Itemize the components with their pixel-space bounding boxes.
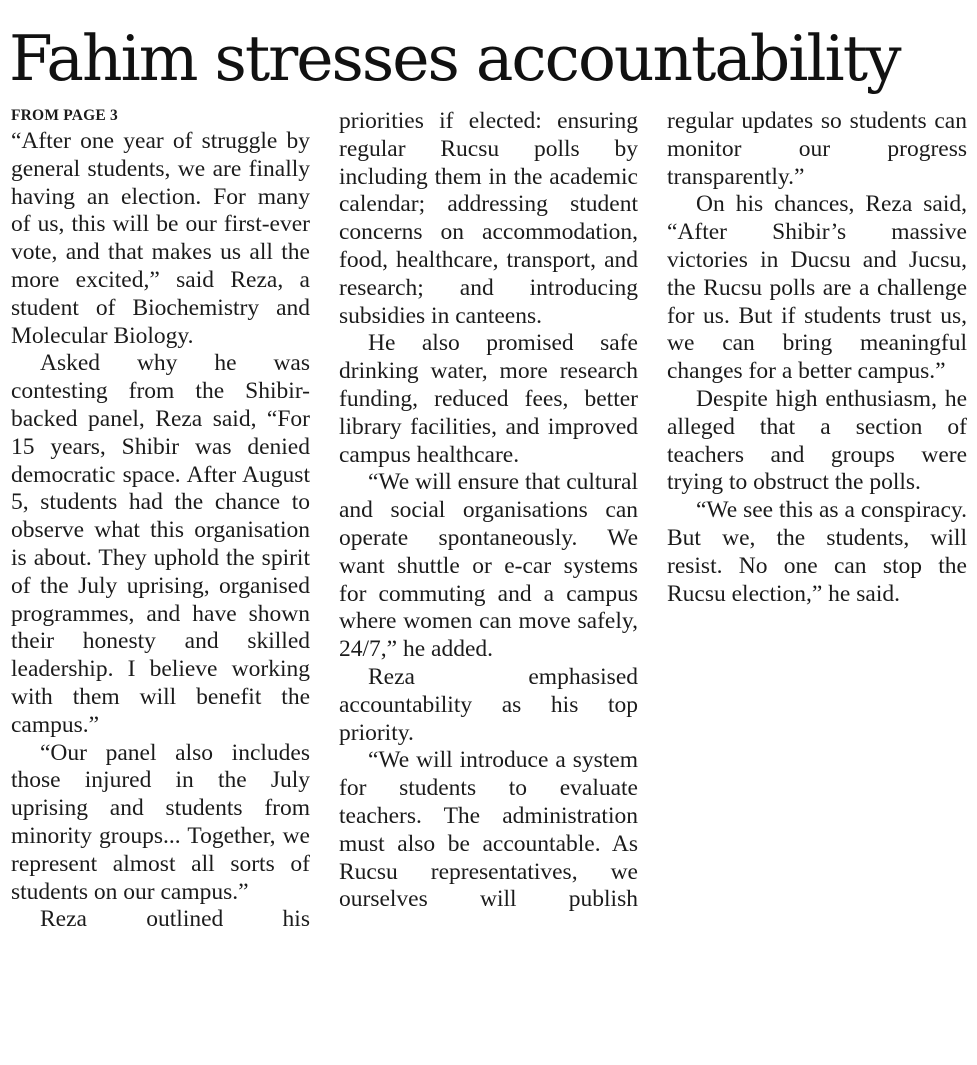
article-column-2 [339, 108, 638, 1058]
article-column-1 [11, 106, 310, 1056]
paragraph: priorities if elected: ensuring regular Rucsu polls by including them in the academic calendar; addressing student concerns on accommodation, food, healthcare, transport, and research; and introducing subsidies in canteens. [339, 108, 638, 329]
article-column-3 [667, 108, 967, 1058]
headline: Fahim stresses accountability [9, 22, 900, 95]
paragraph: He also promised safe drinking water, more research funding, reduced fees, better library facilities, and improved campus healthcare. [339, 330, 638, 468]
continued-from-label: FROM PAGE 3 [11, 107, 118, 124]
paragraph: regular updates so students can monitor our progress transparently.” [667, 108, 967, 190]
paragraph: On his chances, Reza said, “After Shibir’s massive victories in Ducsu and Jucsu, the Rucsu polls are a challenge for us. But if students trust us, we can bring meaningful changes for a better campus.” [667, 191, 967, 385]
paragraph: “We will ensure that cultural and social organisations can operate spontaneously. We want shuttle or e-car systems for commuting and a campus where women can move safely, 24/7,” he added. [339, 469, 638, 663]
paragraph: Asked why he was contesting from the Shibir-backed panel, Reza said, “For 15 years, Shibir was denied democratic space. After August 5, students had the chance to observe what this organisation is about. They uphold the spirit of the July uprising, organised programmes, and have shown their honesty and skilled leadership. I believe working with them will benefit the campus.” [11, 350, 310, 738]
paragraph: “We see this as a conspiracy. But we, the students, will resist. No one can stop the Rucsu election,” he said. [667, 497, 967, 607]
paragraph: Reza emphasised accountability as his top priority. [339, 663, 638, 746]
paragraph: Despite high enthusiasm, he alleged that a section of teachers and groups were trying to obstruct the polls. [667, 385, 967, 496]
paragraph: Reza outlined his [40, 906, 310, 933]
paragraph: “Our panel also includes those injured in the July uprising and students from minority groups... Together, we represent almost all sorts of students on our campus.” [11, 739, 310, 905]
paragraph: “We will introduce a system for students to evaluate teachers. The administration must also be accountable. As Rucsu representatives, we ourselves will publish [339, 747, 638, 913]
paragraph: “After one year of struggle by general students, we are finally having an election. For many of us, this will be our first-ever vote, and that makes us all the more excited,” said Reza, a student of Biochemistry and Molecular Biology. [11, 128, 310, 349]
